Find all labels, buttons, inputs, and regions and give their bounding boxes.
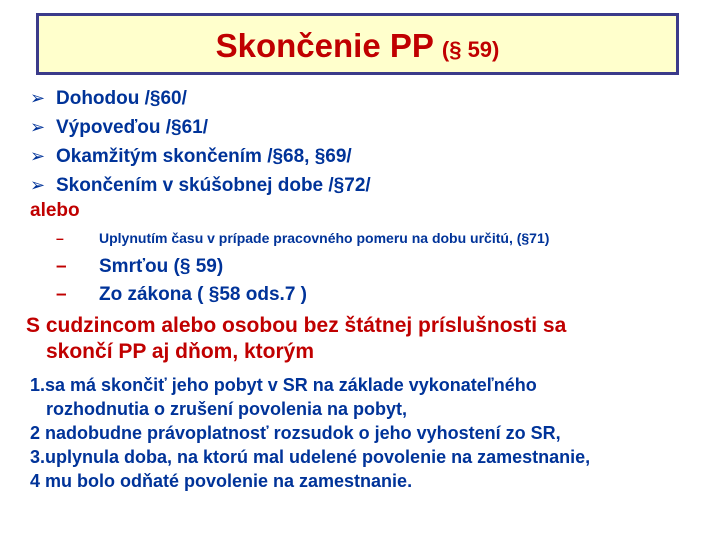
arrow-right-icon: ➢ — [30, 117, 46, 137]
termination-methods-list — [30, 84, 371, 200]
list-item — [56, 223, 549, 253]
list-item — [30, 113, 371, 142]
list-item — [30, 84, 371, 113]
list-item-text: Skončením v skúšobnej dobe /§72/ — [56, 175, 371, 196]
foreigner-line-1: S cudzincom alebo osobou bez štátnej príslušnosti sa — [26, 314, 567, 337]
other-reasons-list — [56, 223, 549, 309]
list-item — [30, 421, 710, 445]
list-item — [30, 445, 710, 469]
page-title-section: (§ 59) — [441, 37, 500, 62]
list-item-text: Uplynutím času v prípade pracovného pomeru na dobu určitú, (§71) — [99, 230, 550, 246]
list-item-text: Smrťou (§ 59) — [99, 256, 224, 277]
list-item-text: Výpoveďou /§61/ — [56, 117, 208, 138]
list-item-text: 2 nadobudne právoplatnosť rozsudok o jeho vyhostení zo SR, — [30, 423, 561, 443]
arrow-right-icon: ➢ — [30, 175, 46, 195]
list-item-text-cont: rozhodnutia o zrušení povolenia na pobyt, — [46, 399, 408, 419]
list-item-text: Zo zákona ( §58 ods.7 ) — [99, 284, 307, 305]
list-item-text: Dohodou /§60/ — [56, 88, 187, 109]
list-item — [56, 253, 549, 281]
foreigner-paragraph — [26, 313, 706, 365]
list-item — [56, 281, 549, 309]
list-item-text: Okamžitým skončením /§68, §69/ — [56, 146, 352, 167]
dash-icon: – — [56, 230, 64, 246]
list-item — [30, 171, 371, 200]
list-item-text: 1.sa má skončiť jeho pobyt v SR na základe vykonateľného — [30, 375, 537, 395]
arrow-right-icon: ➢ — [30, 146, 46, 166]
arrow-right-icon: ➢ — [30, 88, 46, 108]
foreigner-conditions-list — [30, 373, 710, 493]
alebo-label: alebo — [30, 200, 80, 221]
list-item-text: 4 mu bolo odňaté povolenie na zamestnanie. — [30, 471, 413, 491]
list-item — [30, 373, 710, 421]
list-item — [30, 469, 710, 493]
foreigner-line-2: skončí PP aj dňom, ktorým — [46, 340, 315, 363]
list-item — [30, 142, 371, 171]
title-box — [36, 13, 679, 75]
page-title: Skončenie PP — [215, 27, 434, 64]
dash-icon: – — [56, 256, 67, 277]
list-item-text: 3.uplynula doba, na ktorú mal udelené povolenie na zamestnanie, — [30, 447, 591, 467]
dash-icon: – — [56, 284, 67, 305]
